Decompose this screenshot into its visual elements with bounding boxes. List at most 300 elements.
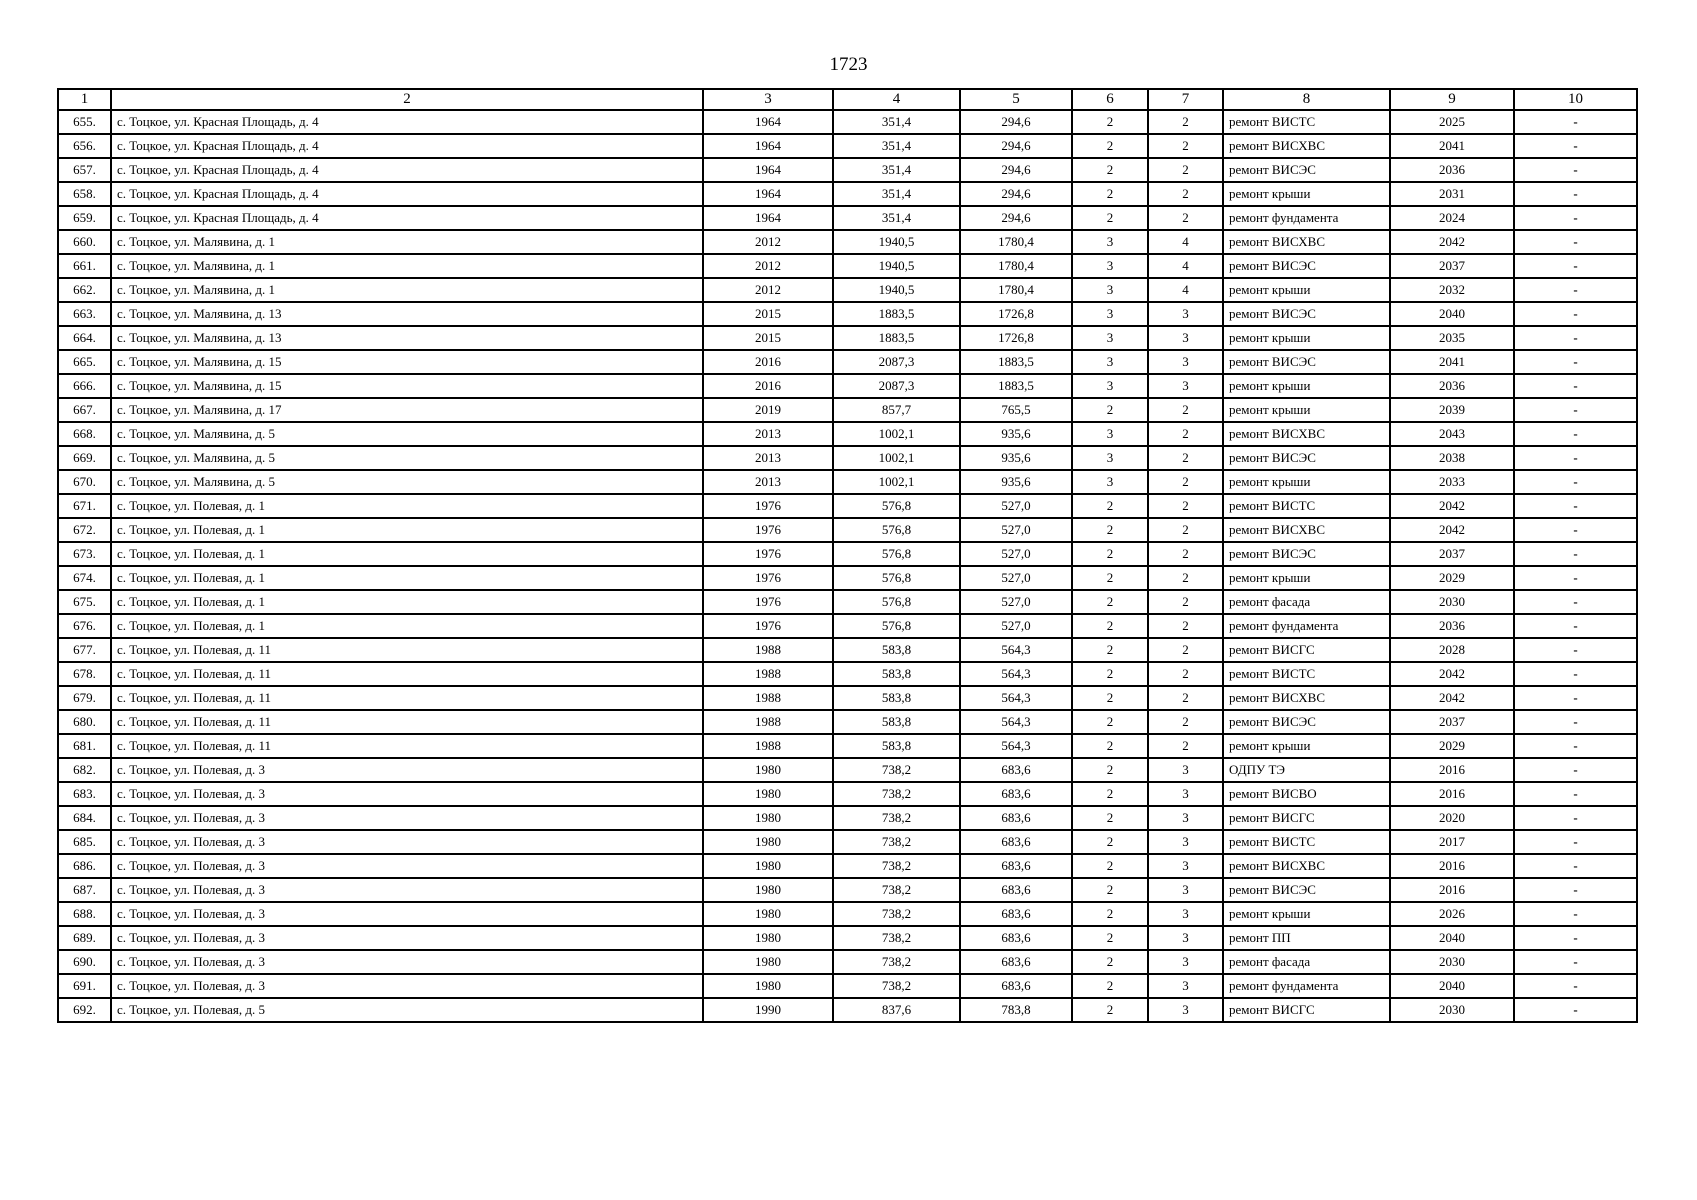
year-cell: 1980 xyxy=(703,974,833,998)
table-row xyxy=(58,734,1637,758)
col7-cell: 2 xyxy=(1148,206,1223,230)
plan-year-cell: 2041 xyxy=(1390,350,1514,374)
col10-cell: - xyxy=(1514,734,1637,758)
year-cell: 1988 xyxy=(703,710,833,734)
work-type-cell: ремонт ВИСХВС xyxy=(1223,854,1390,878)
plan-year-cell: 2030 xyxy=(1390,590,1514,614)
col7-cell: 2 xyxy=(1148,470,1223,494)
column-header: 1 xyxy=(58,89,111,110)
address-cell: с. Тоцкое, ул. Малявина, д. 1 xyxy=(111,254,703,278)
row-number: 676. xyxy=(58,614,111,638)
work-type-cell: ремонт крыши xyxy=(1223,566,1390,590)
work-type-cell: ремонт ВИСГС xyxy=(1223,806,1390,830)
col10-cell: - xyxy=(1514,758,1637,782)
area-living-cell: 683,6 xyxy=(960,926,1072,950)
area-living-cell: 683,6 xyxy=(960,854,1072,878)
plan-year-cell: 2042 xyxy=(1390,662,1514,686)
work-type-cell: ремонт ВИСЭС xyxy=(1223,710,1390,734)
col6-cell: 2 xyxy=(1072,902,1148,926)
col6-cell: 2 xyxy=(1072,494,1148,518)
address-cell: с. Тоцкое, ул. Полевая, д. 11 xyxy=(111,638,703,662)
col10-cell: - xyxy=(1514,254,1637,278)
row-number: 664. xyxy=(58,326,111,350)
col6-cell: 2 xyxy=(1072,878,1148,902)
address-cell: с. Тоцкое, ул. Полевая, д. 1 xyxy=(111,542,703,566)
year-cell: 1964 xyxy=(703,182,833,206)
col7-cell: 2 xyxy=(1148,710,1223,734)
address-cell: с. Тоцкое, ул. Малявина, д. 5 xyxy=(111,422,703,446)
row-number: 672. xyxy=(58,518,111,542)
col6-cell: 2 xyxy=(1072,110,1148,134)
year-cell: 1988 xyxy=(703,734,833,758)
work-type-cell: ремонт ВИСХВС xyxy=(1223,134,1390,158)
plan-year-cell: 2020 xyxy=(1390,806,1514,830)
row-number: 677. xyxy=(58,638,111,662)
row-number: 656. xyxy=(58,134,111,158)
page-number: 1723 xyxy=(829,54,868,75)
col6-cell: 3 xyxy=(1072,374,1148,398)
area-living-cell: 294,6 xyxy=(960,182,1072,206)
row-number: 689. xyxy=(58,926,111,950)
address-cell: с. Тоцкое, ул. Полевая, д. 1 xyxy=(111,614,703,638)
plan-year-cell: 2016 xyxy=(1390,758,1514,782)
table-row xyxy=(58,230,1637,254)
col6-cell: 3 xyxy=(1072,254,1148,278)
work-type-cell: ремонт ВИСЭС xyxy=(1223,302,1390,326)
row-number: 662. xyxy=(58,278,111,302)
address-cell: с. Тоцкое, ул. Полевая, д. 3 xyxy=(111,902,703,926)
area-total-cell: 738,2 xyxy=(833,974,960,998)
year-cell: 1988 xyxy=(703,686,833,710)
area-living-cell: 1726,8 xyxy=(960,326,1072,350)
work-type-cell: ремонт крыши xyxy=(1223,902,1390,926)
col7-cell: 3 xyxy=(1148,326,1223,350)
year-cell: 1964 xyxy=(703,158,833,182)
work-type-cell: ремонт ВИСТС xyxy=(1223,110,1390,134)
area-total-cell: 1883,5 xyxy=(833,302,960,326)
table-row xyxy=(58,950,1637,974)
plan-year-cell: 2042 xyxy=(1390,518,1514,542)
work-type-cell: ремонт крыши xyxy=(1223,734,1390,758)
row-number: 673. xyxy=(58,542,111,566)
area-living-cell: 527,0 xyxy=(960,566,1072,590)
col7-cell: 3 xyxy=(1148,806,1223,830)
area-living-cell: 1780,4 xyxy=(960,230,1072,254)
col10-cell: - xyxy=(1514,926,1637,950)
area-total-cell: 738,2 xyxy=(833,878,960,902)
col7-cell: 2 xyxy=(1148,518,1223,542)
year-cell: 2016 xyxy=(703,350,833,374)
col6-cell: 2 xyxy=(1072,734,1148,758)
col10-cell: - xyxy=(1514,110,1637,134)
col10-cell: - xyxy=(1514,326,1637,350)
work-type-cell: ремонт ВИСЭС xyxy=(1223,254,1390,278)
row-number: 691. xyxy=(58,974,111,998)
year-cell: 1980 xyxy=(703,830,833,854)
work-type-cell: ремонт ВИСЭС xyxy=(1223,446,1390,470)
area-living-cell: 564,3 xyxy=(960,638,1072,662)
address-cell: с. Тоцкое, ул. Полевая, д. 1 xyxy=(111,566,703,590)
area-total-cell: 738,2 xyxy=(833,950,960,974)
area-total-cell: 351,4 xyxy=(833,110,960,134)
area-living-cell: 683,6 xyxy=(960,830,1072,854)
column-header: 3 xyxy=(703,89,833,110)
work-type-cell: ремонт крыши xyxy=(1223,326,1390,350)
col7-cell: 2 xyxy=(1148,734,1223,758)
area-living-cell: 527,0 xyxy=(960,542,1072,566)
area-living-cell: 527,0 xyxy=(960,590,1072,614)
address-cell: с. Тоцкое, ул. Полевая, д. 3 xyxy=(111,878,703,902)
work-type-cell: ремонт ВИСЭС xyxy=(1223,158,1390,182)
col10-cell: - xyxy=(1514,182,1637,206)
col7-cell: 2 xyxy=(1148,566,1223,590)
address-cell: с. Тоцкое, ул. Красная Площадь, д. 4 xyxy=(111,158,703,182)
table-row xyxy=(58,614,1637,638)
address-cell: с. Тоцкое, ул. Малявина, д. 1 xyxy=(111,278,703,302)
col6-cell: 2 xyxy=(1072,806,1148,830)
col7-cell: 2 xyxy=(1148,542,1223,566)
col6-cell: 2 xyxy=(1072,926,1148,950)
row-number: 675. xyxy=(58,590,111,614)
row-number: 659. xyxy=(58,206,111,230)
area-total-cell: 576,8 xyxy=(833,518,960,542)
work-type-cell: ремонт ВИСТС xyxy=(1223,830,1390,854)
area-total-cell: 738,2 xyxy=(833,854,960,878)
row-number: 661. xyxy=(58,254,111,278)
col10-cell: - xyxy=(1514,830,1637,854)
work-type-cell: ремонт ПП xyxy=(1223,926,1390,950)
area-living-cell: 683,6 xyxy=(960,902,1072,926)
plan-year-cell: 2043 xyxy=(1390,422,1514,446)
table-row xyxy=(58,254,1637,278)
year-cell: 2015 xyxy=(703,326,833,350)
plan-year-cell: 2016 xyxy=(1390,854,1514,878)
plan-year-cell: 2039 xyxy=(1390,398,1514,422)
year-cell: 2015 xyxy=(703,302,833,326)
col6-cell: 2 xyxy=(1072,638,1148,662)
repair-schedule-table xyxy=(57,88,1638,1023)
plan-year-cell: 2017 xyxy=(1390,830,1514,854)
table-row xyxy=(58,902,1637,926)
row-number: 660. xyxy=(58,230,111,254)
col6-cell: 2 xyxy=(1072,998,1148,1022)
col10-cell: - xyxy=(1514,470,1637,494)
row-number: 669. xyxy=(58,446,111,470)
year-cell: 1980 xyxy=(703,854,833,878)
column-header: 7 xyxy=(1148,89,1223,110)
col7-cell: 3 xyxy=(1148,830,1223,854)
col10-cell: - xyxy=(1514,158,1637,182)
work-type-cell: ремонт фасада xyxy=(1223,590,1390,614)
table-row xyxy=(58,302,1637,326)
plan-year-cell: 2041 xyxy=(1390,134,1514,158)
area-total-cell: 583,8 xyxy=(833,710,960,734)
address-cell: с. Тоцкое, ул. Полевая, д. 1 xyxy=(111,590,703,614)
year-cell: 1976 xyxy=(703,542,833,566)
col6-cell: 3 xyxy=(1072,326,1148,350)
plan-year-cell: 2031 xyxy=(1390,182,1514,206)
table-row xyxy=(58,566,1637,590)
col10-cell: - xyxy=(1514,134,1637,158)
table-row xyxy=(58,518,1637,542)
work-type-cell: ремонт ВИСТС xyxy=(1223,494,1390,518)
row-number: 680. xyxy=(58,710,111,734)
plan-year-cell: 2040 xyxy=(1390,302,1514,326)
year-cell: 1964 xyxy=(703,206,833,230)
area-living-cell: 683,6 xyxy=(960,758,1072,782)
address-cell: с. Тоцкое, ул. Малявина, д. 13 xyxy=(111,326,703,350)
col7-cell: 3 xyxy=(1148,902,1223,926)
plan-year-cell: 2029 xyxy=(1390,734,1514,758)
row-number: 668. xyxy=(58,422,111,446)
plan-year-cell: 2042 xyxy=(1390,686,1514,710)
col10-cell: - xyxy=(1514,902,1637,926)
area-living-cell: 527,0 xyxy=(960,518,1072,542)
year-cell: 2019 xyxy=(703,398,833,422)
plan-year-cell: 2032 xyxy=(1390,278,1514,302)
col6-cell: 2 xyxy=(1072,542,1148,566)
area-living-cell: 1726,8 xyxy=(960,302,1072,326)
table-row xyxy=(58,278,1637,302)
work-type-cell: ремонт ВИСХВС xyxy=(1223,422,1390,446)
address-cell: с. Тоцкое, ул. Полевая, д. 3 xyxy=(111,854,703,878)
area-total-cell: 1940,5 xyxy=(833,254,960,278)
plan-year-cell: 2036 xyxy=(1390,158,1514,182)
col10-cell: - xyxy=(1514,446,1637,470)
col10-cell: - xyxy=(1514,350,1637,374)
col7-cell: 3 xyxy=(1148,374,1223,398)
area-total-cell: 576,8 xyxy=(833,542,960,566)
row-number: 692. xyxy=(58,998,111,1022)
area-living-cell: 564,3 xyxy=(960,710,1072,734)
area-living-cell: 294,6 xyxy=(960,134,1072,158)
col6-cell: 2 xyxy=(1072,830,1148,854)
area-living-cell: 683,6 xyxy=(960,806,1072,830)
year-cell: 1976 xyxy=(703,518,833,542)
table-row xyxy=(58,398,1637,422)
col6-cell: 3 xyxy=(1072,278,1148,302)
area-living-cell: 527,0 xyxy=(960,614,1072,638)
col6-cell: 2 xyxy=(1072,782,1148,806)
table-row xyxy=(58,350,1637,374)
area-living-cell: 294,6 xyxy=(960,206,1072,230)
row-number: 678. xyxy=(58,662,111,686)
table-row xyxy=(58,878,1637,902)
year-cell: 2012 xyxy=(703,254,833,278)
col6-cell: 2 xyxy=(1072,950,1148,974)
row-number: 671. xyxy=(58,494,111,518)
table-body xyxy=(58,110,1637,1022)
work-type-cell: ремонт ВИСХВС xyxy=(1223,686,1390,710)
address-cell: с. Тоцкое, ул. Красная Площадь, д. 4 xyxy=(111,134,703,158)
year-cell: 1990 xyxy=(703,998,833,1022)
column-header: 9 xyxy=(1390,89,1514,110)
work-type-cell: ремонт ВИСТС xyxy=(1223,662,1390,686)
col10-cell: - xyxy=(1514,782,1637,806)
area-total-cell: 2087,3 xyxy=(833,374,960,398)
address-cell: с. Тоцкое, ул. Полевая, д. 11 xyxy=(111,686,703,710)
address-cell: с. Тоцкое, ул. Малявина, д. 5 xyxy=(111,470,703,494)
table-row xyxy=(58,806,1637,830)
address-cell: с. Тоцкое, ул. Полевая, д. 11 xyxy=(111,734,703,758)
year-cell: 1988 xyxy=(703,638,833,662)
row-number: 687. xyxy=(58,878,111,902)
work-type-cell: ремонт ВИСХВС xyxy=(1223,518,1390,542)
area-living-cell: 935,6 xyxy=(960,470,1072,494)
address-cell: с. Тоцкое, ул. Малявина, д. 1 xyxy=(111,230,703,254)
col7-cell: 3 xyxy=(1148,854,1223,878)
work-type-cell: ремонт крыши xyxy=(1223,374,1390,398)
plan-year-cell: 2025 xyxy=(1390,110,1514,134)
address-cell: с. Тоцкое, ул. Красная Площадь, д. 4 xyxy=(111,206,703,230)
table-row xyxy=(58,182,1637,206)
col10-cell: - xyxy=(1514,230,1637,254)
address-cell: с. Тоцкое, ул. Малявина, д. 13 xyxy=(111,302,703,326)
table-row xyxy=(58,926,1637,950)
col7-cell: 3 xyxy=(1148,350,1223,374)
area-total-cell: 576,8 xyxy=(833,590,960,614)
col10-cell: - xyxy=(1514,590,1637,614)
row-number: 674. xyxy=(58,566,111,590)
col7-cell: 2 xyxy=(1148,686,1223,710)
area-living-cell: 1780,4 xyxy=(960,278,1072,302)
work-type-cell: ремонт ВИСГС xyxy=(1223,638,1390,662)
col6-cell: 2 xyxy=(1072,590,1148,614)
col7-cell: 4 xyxy=(1148,278,1223,302)
col7-cell: 2 xyxy=(1148,614,1223,638)
year-cell: 1976 xyxy=(703,494,833,518)
area-total-cell: 738,2 xyxy=(833,806,960,830)
col6-cell: 2 xyxy=(1072,686,1148,710)
plan-year-cell: 2036 xyxy=(1390,374,1514,398)
table-row xyxy=(58,446,1637,470)
plan-year-cell: 2037 xyxy=(1390,254,1514,278)
col6-cell: 2 xyxy=(1072,854,1148,878)
table-row xyxy=(58,710,1637,734)
col6-cell: 2 xyxy=(1072,662,1148,686)
plan-year-cell: 2042 xyxy=(1390,494,1514,518)
address-cell: с. Тоцкое, ул. Красная Площадь, д. 4 xyxy=(111,110,703,134)
address-cell: с. Тоцкое, ул. Малявина, д. 17 xyxy=(111,398,703,422)
col10-cell: - xyxy=(1514,686,1637,710)
area-living-cell: 683,6 xyxy=(960,782,1072,806)
work-type-cell: ремонт фундамента xyxy=(1223,206,1390,230)
table-row xyxy=(58,998,1637,1022)
table-row xyxy=(58,590,1637,614)
year-cell: 1980 xyxy=(703,878,833,902)
col7-cell: 3 xyxy=(1148,950,1223,974)
table-row xyxy=(58,542,1637,566)
table-row xyxy=(58,494,1637,518)
col7-cell: 2 xyxy=(1148,662,1223,686)
year-cell: 2013 xyxy=(703,446,833,470)
table-row xyxy=(58,974,1637,998)
col6-cell: 2 xyxy=(1072,710,1148,734)
work-type-cell: ремонт фундамента xyxy=(1223,614,1390,638)
col10-cell: - xyxy=(1514,518,1637,542)
plan-year-cell: 2040 xyxy=(1390,926,1514,950)
table-row xyxy=(58,638,1637,662)
year-cell: 1964 xyxy=(703,110,833,134)
row-number: 655. xyxy=(58,110,111,134)
address-cell: с. Тоцкое, ул. Полевая, д. 3 xyxy=(111,782,703,806)
year-cell: 2013 xyxy=(703,470,833,494)
table-row xyxy=(58,686,1637,710)
col10-cell: - xyxy=(1514,422,1637,446)
work-type-cell: ремонт крыши xyxy=(1223,398,1390,422)
area-living-cell: 1883,5 xyxy=(960,350,1072,374)
table-row xyxy=(58,758,1637,782)
col7-cell: 2 xyxy=(1148,158,1223,182)
col7-cell: 4 xyxy=(1148,230,1223,254)
col7-cell: 3 xyxy=(1148,782,1223,806)
row-number: 666. xyxy=(58,374,111,398)
col6-cell: 2 xyxy=(1072,758,1148,782)
work-type-cell: ремонт фасада xyxy=(1223,950,1390,974)
year-cell: 1980 xyxy=(703,902,833,926)
area-living-cell: 564,3 xyxy=(960,662,1072,686)
area-total-cell: 576,8 xyxy=(833,494,960,518)
col7-cell: 2 xyxy=(1148,590,1223,614)
year-cell: 1980 xyxy=(703,806,833,830)
address-cell: с. Тоцкое, ул. Полевая, д. 5 xyxy=(111,998,703,1022)
col10-cell: - xyxy=(1514,542,1637,566)
address-cell: с. Тоцкое, ул. Полевая, д. 1 xyxy=(111,518,703,542)
area-total-cell: 738,2 xyxy=(833,902,960,926)
row-number: 670. xyxy=(58,470,111,494)
col6-cell: 2 xyxy=(1072,182,1148,206)
area-total-cell: 351,4 xyxy=(833,182,960,206)
col7-cell: 3 xyxy=(1148,878,1223,902)
col10-cell: - xyxy=(1514,974,1637,998)
column-header: 10 xyxy=(1514,89,1637,110)
col10-cell: - xyxy=(1514,638,1637,662)
work-type-cell: ОДПУ ТЭ xyxy=(1223,758,1390,782)
address-cell: с. Тоцкое, ул. Полевая, д. 1 xyxy=(111,494,703,518)
address-cell: с. Тоцкое, ул. Полевая, д. 3 xyxy=(111,950,703,974)
area-total-cell: 1883,5 xyxy=(833,326,960,350)
year-cell: 1976 xyxy=(703,614,833,638)
area-living-cell: 765,5 xyxy=(960,398,1072,422)
table-row xyxy=(58,158,1637,182)
row-number: 686. xyxy=(58,854,111,878)
col7-cell: 2 xyxy=(1148,182,1223,206)
col6-cell: 3 xyxy=(1072,350,1148,374)
row-number: 681. xyxy=(58,734,111,758)
plan-year-cell: 2037 xyxy=(1390,542,1514,566)
address-cell: с. Тоцкое, ул. Полевая, д. 3 xyxy=(111,974,703,998)
work-type-cell: ремонт ВИСЭС xyxy=(1223,878,1390,902)
area-total-cell: 583,8 xyxy=(833,734,960,758)
area-total-cell: 857,7 xyxy=(833,398,960,422)
area-living-cell: 683,6 xyxy=(960,950,1072,974)
table-row xyxy=(58,326,1637,350)
column-number-row xyxy=(58,89,1637,110)
work-type-cell: ремонт крыши xyxy=(1223,278,1390,302)
plan-year-cell: 2029 xyxy=(1390,566,1514,590)
area-total-cell: 351,4 xyxy=(833,134,960,158)
area-living-cell: 683,6 xyxy=(960,878,1072,902)
row-number: 690. xyxy=(58,950,111,974)
address-cell: с. Тоцкое, ул. Малявина, д. 15 xyxy=(111,350,703,374)
area-total-cell: 351,4 xyxy=(833,206,960,230)
address-cell: с. Тоцкое, ул. Полевая, д. 3 xyxy=(111,830,703,854)
row-number: 679. xyxy=(58,686,111,710)
area-total-cell: 837,6 xyxy=(833,998,960,1022)
table-row xyxy=(58,470,1637,494)
col7-cell: 3 xyxy=(1148,926,1223,950)
year-cell: 2013 xyxy=(703,422,833,446)
